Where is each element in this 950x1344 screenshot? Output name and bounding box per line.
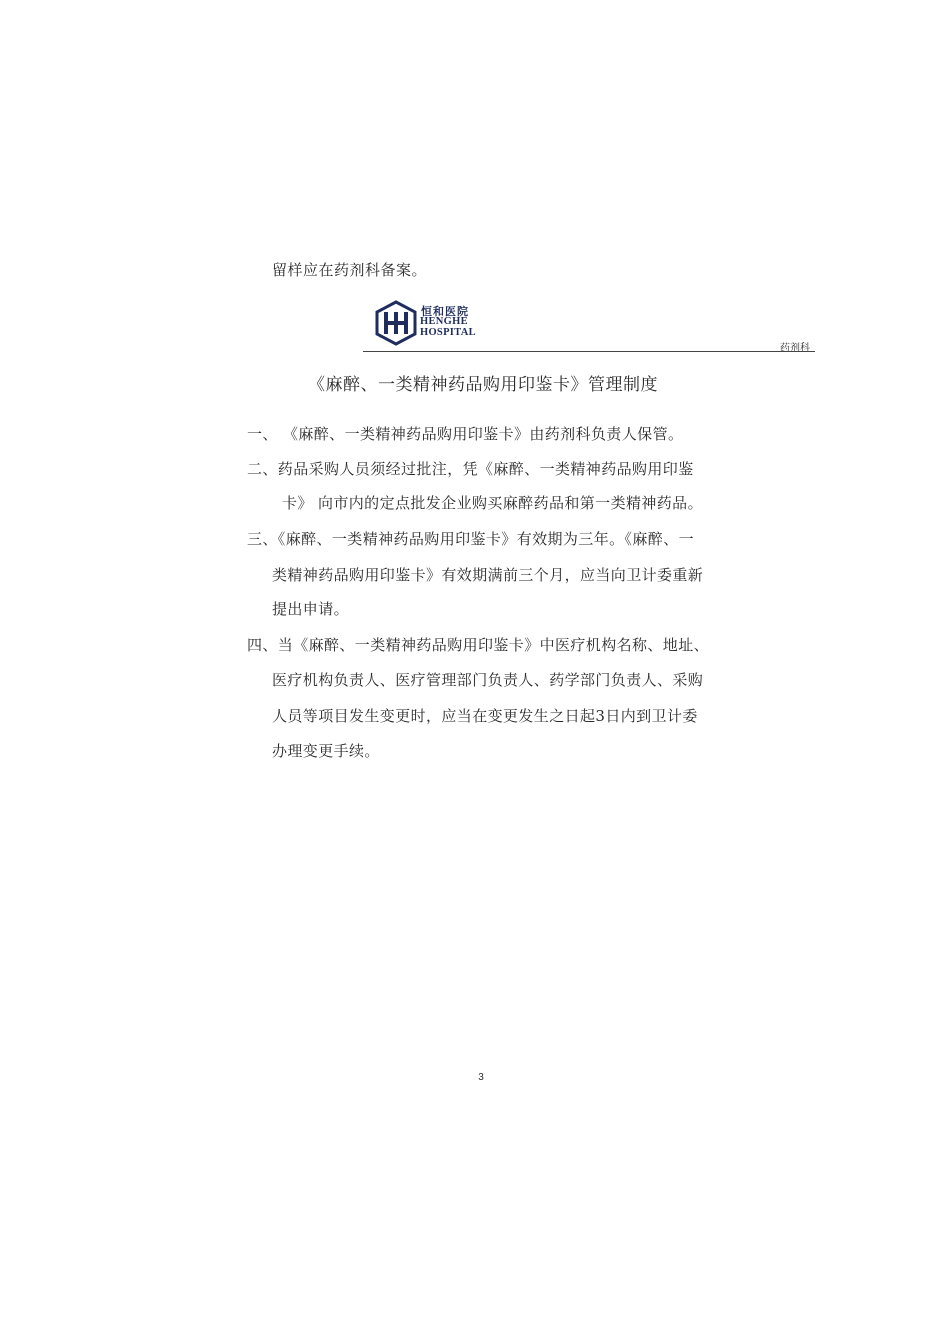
logo-name-en-line2: HOSPITAL	[420, 327, 476, 338]
header-rule	[363, 351, 815, 352]
clause-4-line-2: 医疗机构负责人、医疗管理部门负责人、药学部门负责人、采购	[272, 671, 704, 689]
hospital-logo	[374, 300, 494, 346]
logo-name-en-line1: HENGHE	[420, 316, 468, 327]
clause-3-line-2: 类精神药品购用印鉴卡》有效期满前三个月，应当向卫计委重新	[272, 566, 704, 584]
clause-4-line-3: 人员等项目发生变更时，应当在变更发生之日起3日内到卫计委	[272, 707, 698, 725]
department-label: 药剂科	[780, 343, 810, 354]
clause-4-line-4: 办理变更手续。	[272, 742, 380, 760]
clause-3-line-1: 三、《麻醉、一类精神药品购用印鉴卡》有效期为三年。《麻醉、一	[247, 530, 695, 548]
hospital-logo-icon	[374, 300, 418, 346]
clause-3-line-3: 提出申请。	[272, 600, 350, 618]
clause-2-line-1: 二、药品采购人员须经过批注，凭《麻醉、一类精神药品购用印鉴	[247, 460, 694, 478]
page-number: 3	[478, 1072, 484, 1083]
continuation-text: 留样应在药剂科备案。	[272, 261, 428, 279]
clause-4-line-1: 四、当《麻醉、一类精神药品购用印鉴卡》中医疗机构名称、地址、	[247, 636, 710, 654]
clause-2-line-2: 卡》 向市内的定点批发企业购买麻醉药品和第一类精神药品。	[282, 494, 703, 512]
document-title: 《麻醉、一类精神药品购用印鉴卡》管理制度	[308, 375, 658, 395]
clause-1-line-1: 一、 《麻醉、一类精神药品购用印鉴卡》由药剂科负责人保管。	[247, 425, 684, 443]
logo-name-cn: 恒和医院	[421, 305, 469, 318]
